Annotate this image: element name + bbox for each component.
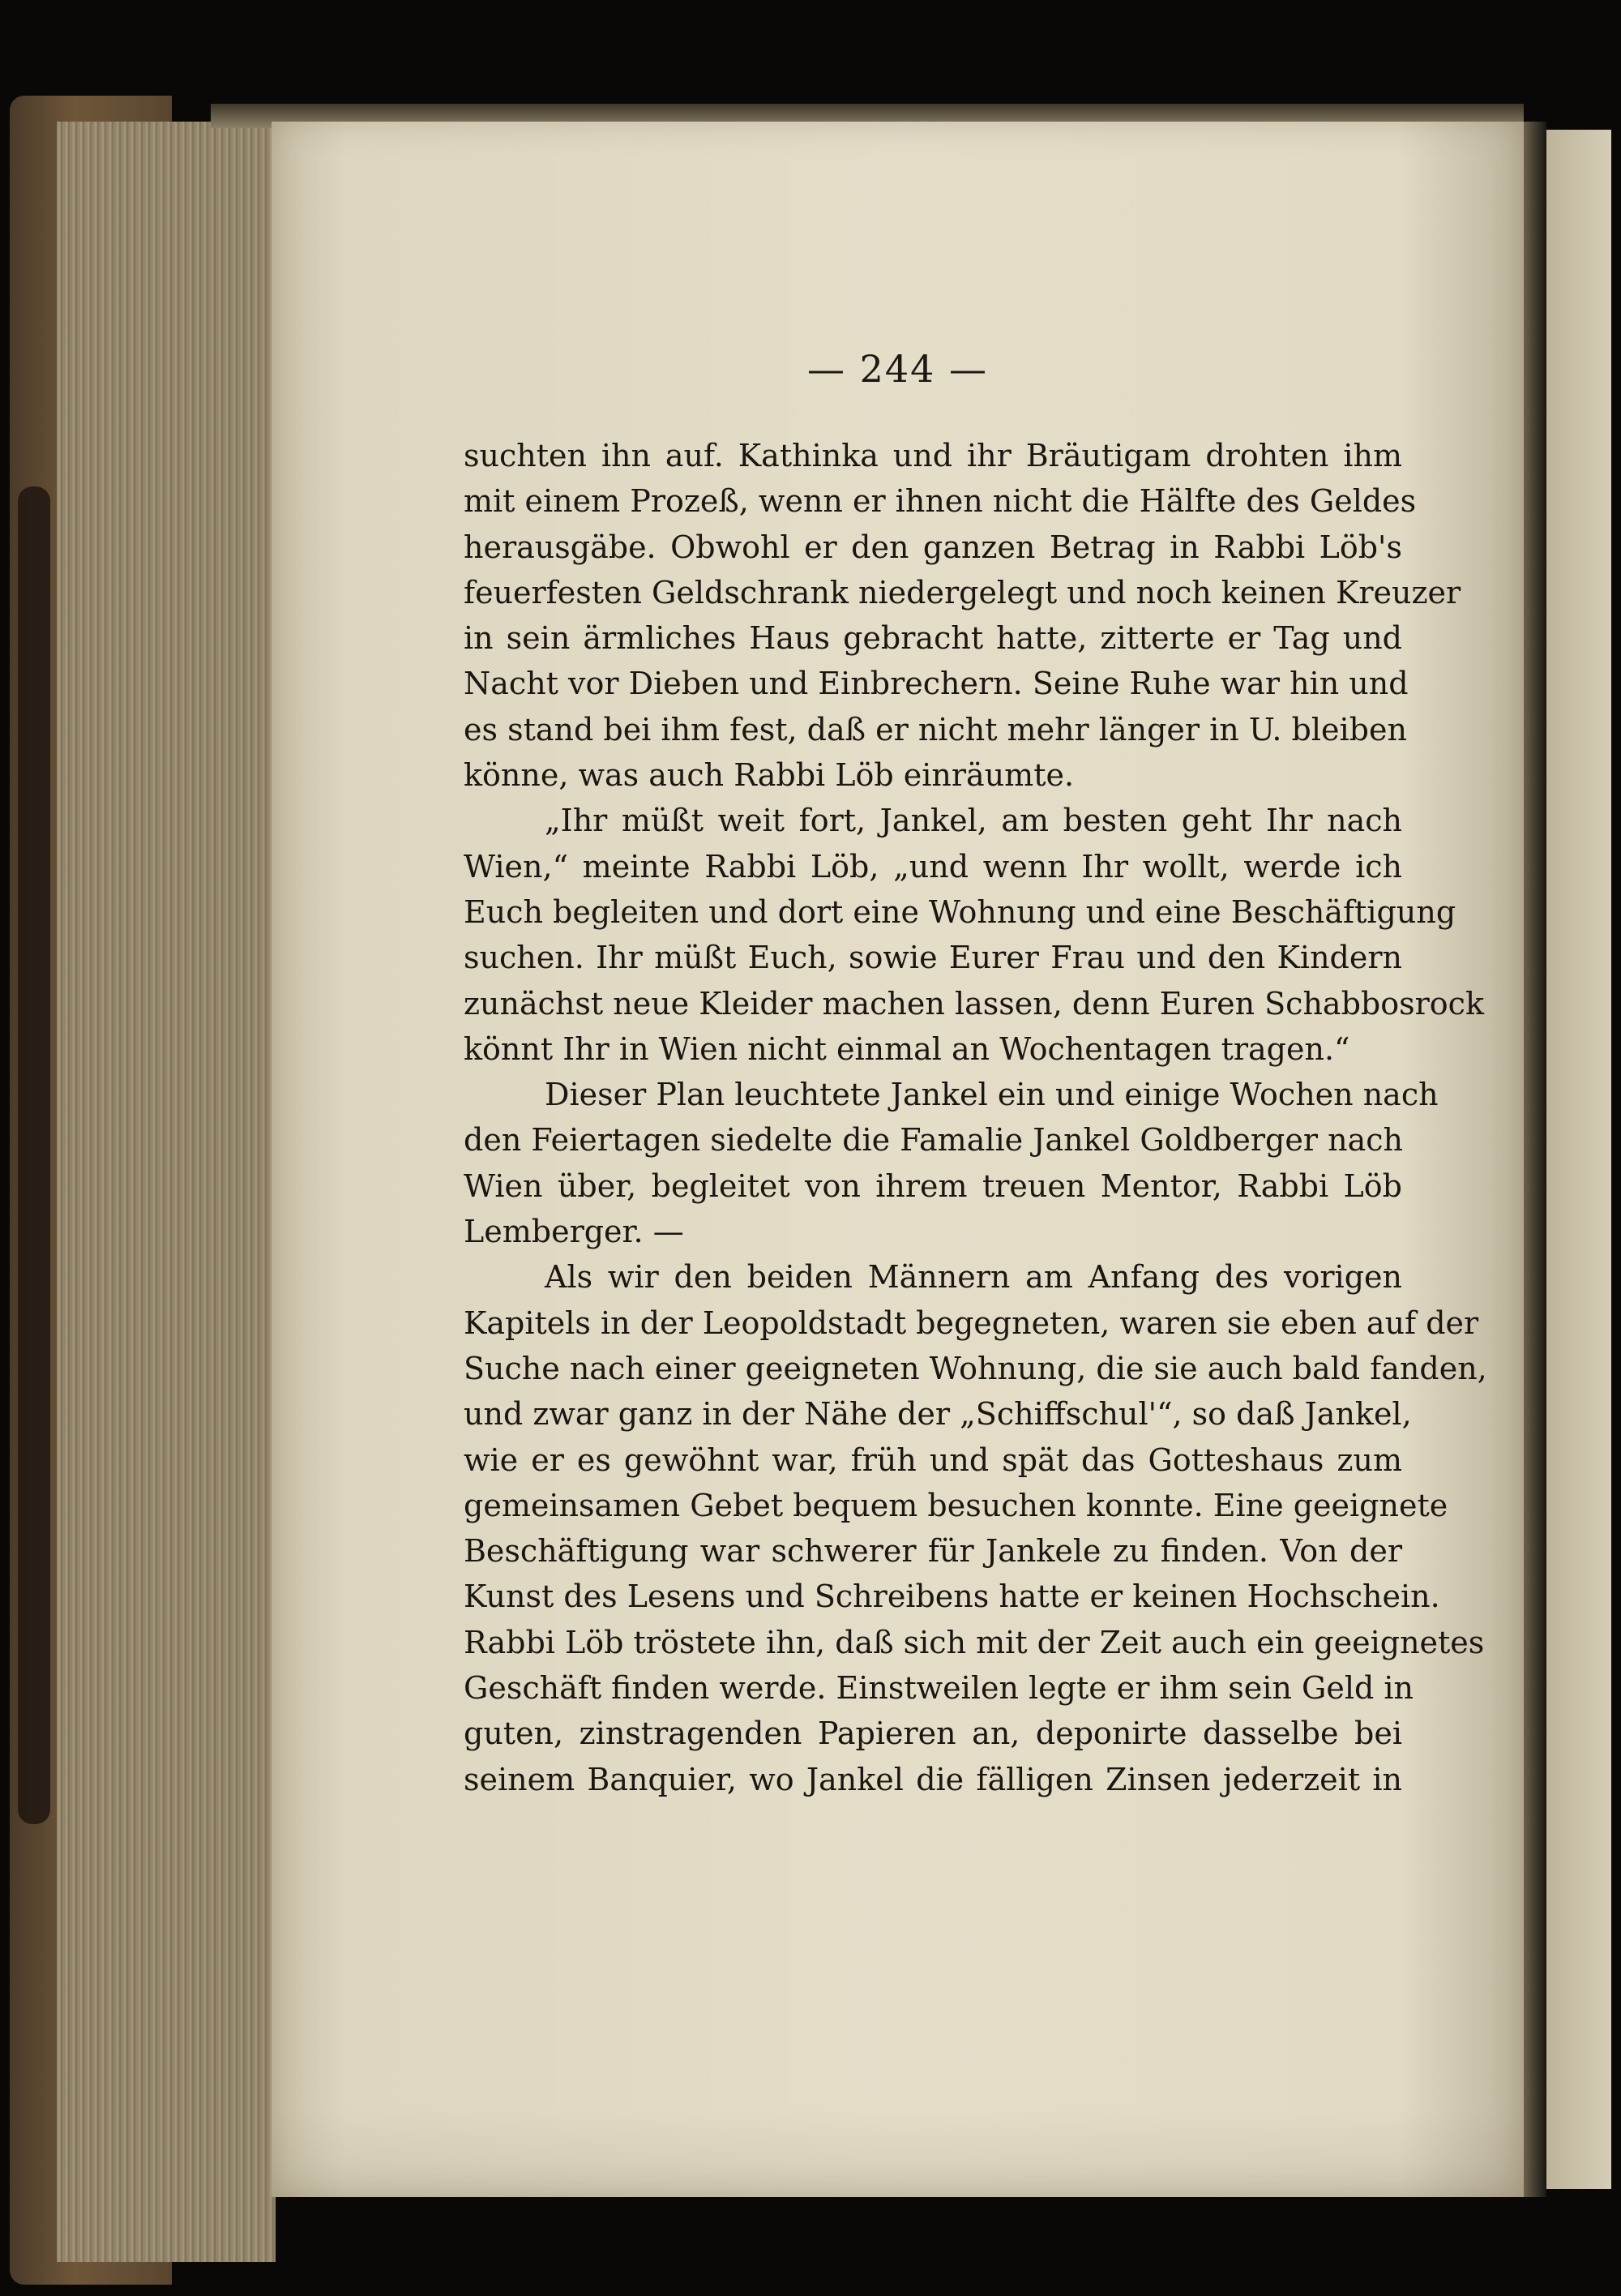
text-line: Als wir den beiden Männern am Anfang des vorigen bbox=[545, 1259, 1402, 1296]
text-line: Wien,“ meinte Rabbi Löb, „und wenn Ihr wollt, werde ich bbox=[464, 848, 1402, 885]
book-gutter bbox=[1524, 122, 1546, 2197]
text-line: Rabbi Löb tröstete ihn, daß sich mit der Zeit auch ein geeignetes bbox=[464, 1624, 1485, 1660]
text-line: guten, zinstragenden Papieren an, deponirte dasselbe bei bbox=[464, 1716, 1402, 1752]
page-shade bbox=[272, 2108, 1524, 2197]
text-line: es stand bei ihm fest, daß er nicht mehr länger in U. bleiben bbox=[464, 711, 1407, 747]
text-line: Kapitels in der Leopoldstadt begegneten, waren sie eben auf der bbox=[464, 1304, 1479, 1341]
text-line: wie er es gewöhnt war, früh und spät das Gotteshaus zum bbox=[464, 1441, 1402, 1478]
text-line: Suche nach einer geeigneten Wohnung, die sie auch bald fanden, bbox=[464, 1350, 1487, 1386]
text-line: Dieser Plan leuchtete Jankel ein und einige Wochen nach bbox=[545, 1077, 1439, 1113]
text-line: feuerfesten Geldschrank niedergelegt und noch keinen Kreuzer bbox=[464, 574, 1461, 610]
text-line: zunächst neue Kleider machen lassen, denn Euren Schabbosrock bbox=[464, 985, 1484, 1022]
text-line: seinem Banquier, wo Jankel die fälligen Zinsen jederzeit in bbox=[464, 1761, 1402, 1797]
text-line: „Ihr müßt weit fort, Jankel, am besten geht Ihr nach bbox=[545, 803, 1402, 839]
text-line: den Feiertagen siedelte die Famalie Jankel Goldberger nach bbox=[464, 1122, 1403, 1159]
text-line: Geschäft finden werde. Einstweilen legte er ihm sein Geld in bbox=[464, 1670, 1414, 1707]
text-line: in sein ärmliches Haus gebracht hatte, zitterte er Tag und bbox=[464, 620, 1402, 657]
text-line: Nacht vor Dieben und Einbrechern. Seine Ruhe war hin und bbox=[464, 666, 1409, 702]
text-line: mit einem Prozeß, wenn er ihnen nicht die Hälfte des Geldes bbox=[464, 483, 1417, 520]
text-line: könnt Ihr in Wien nicht einmal an Wochentagen tragen.“ bbox=[464, 1030, 1350, 1067]
text-line: könne, was auch Rabbi Löb einräumte. bbox=[464, 757, 1075, 794]
cover-stain bbox=[18, 486, 50, 1824]
body-text bbox=[464, 433, 1487, 1802]
text-line: gemeinsamen Gebet bequem besuchen konnte. Eine geeignete bbox=[464, 1487, 1448, 1523]
text-line: Lemberger. — bbox=[464, 1214, 684, 1250]
facing-page-edge bbox=[1546, 130, 1611, 2189]
page-number: — 244 — bbox=[806, 347, 989, 391]
text-line: und zwar ganz in der Nähe der „Schiffschul'“, so daß Jankel, bbox=[464, 1396, 1412, 1433]
text-line: Wien über, begleitet von ihrem treuen Mentor, Rabbi Löb bbox=[464, 1167, 1402, 1204]
text-line: Euch begleiten und dort eine Wohnung und eine Beschäftigung bbox=[464, 893, 1456, 930]
text-line: herausgäbe. Obwohl er den ganzen Betrag in Rabbi Löb's bbox=[464, 529, 1402, 565]
text-line: Beschäftigung war schwerer für Jankele zu finden. Von der bbox=[464, 1533, 1402, 1570]
page-stack bbox=[57, 122, 276, 2262]
text-line: Kunst des Lesens und Schreibens hatte er keinen Hochschein. bbox=[464, 1578, 1440, 1615]
text-line: suchten ihn auf. Kathinka und ihr Bräutigam drohten ihm bbox=[464, 438, 1402, 473]
text-line: suchen. Ihr müßt Euch, sowie Eurer Frau und den Kindern bbox=[464, 940, 1402, 976]
